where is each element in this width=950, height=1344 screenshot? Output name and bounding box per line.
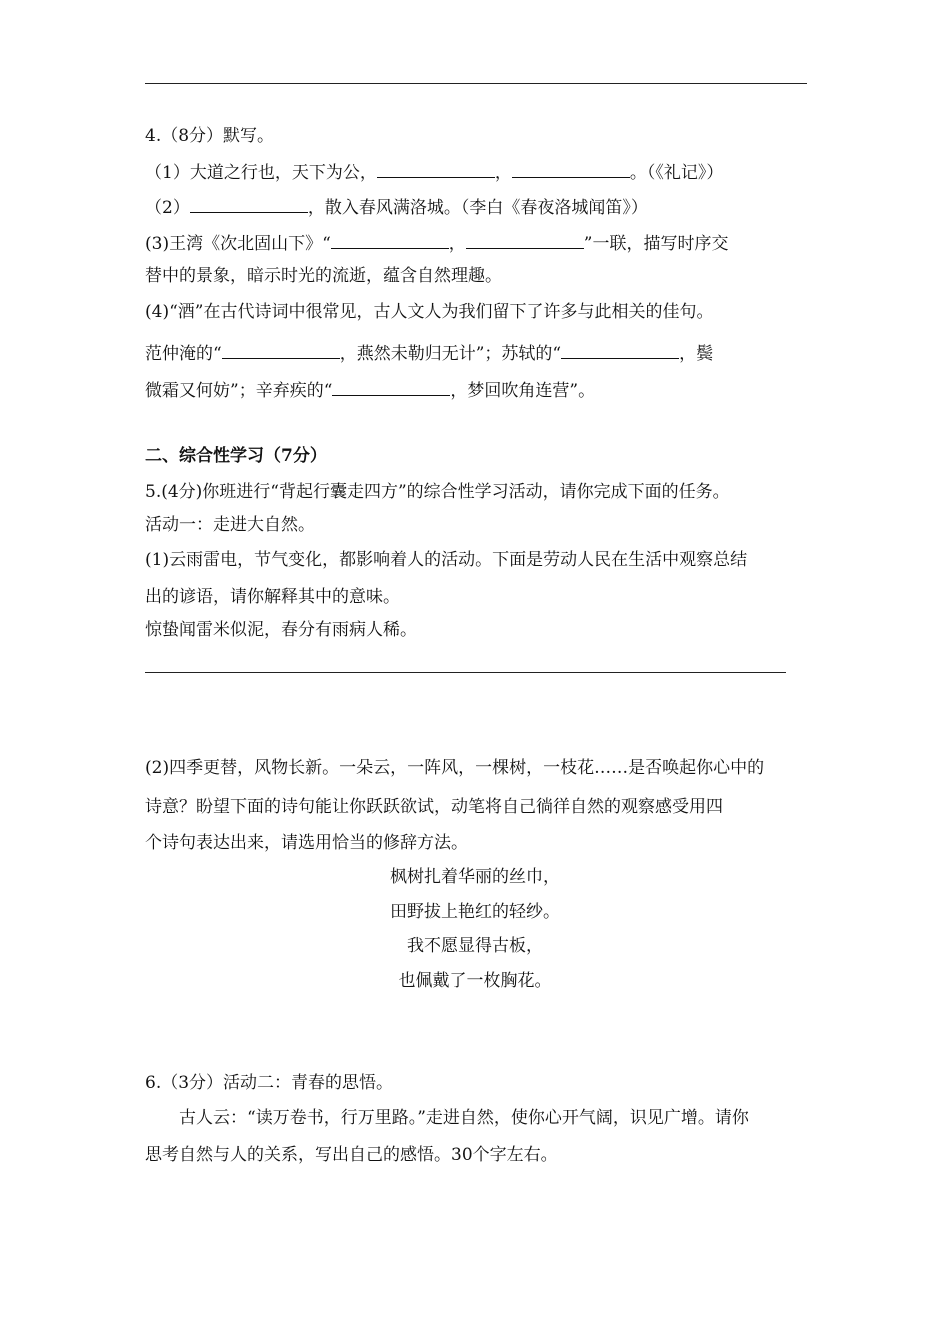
- q5-part-1-line-2: 出的谚语，请你解释其中的意味。: [145, 587, 400, 607]
- answer-blank[interactable]: [561, 343, 679, 359]
- answer-blank[interactable]: [222, 343, 340, 359]
- poem-line: 我不愿显得古板，: [407, 936, 543, 956]
- q4-line-1: （1）大道之行也，天下为公， ， 。（《礼记》）: [145, 163, 724, 183]
- section-2-title: 二、综合性学习（7分）: [145, 446, 327, 466]
- header-rule: [145, 83, 807, 84]
- poem-line: 枫树扎着华丽的丝巾，: [390, 867, 560, 887]
- q6-line-1: 古人云：“读万卷书，行万里路。”走进自然，使你心开气阔，识见广增。请你: [179, 1108, 749, 1128]
- q4-line-3: (3)王湾《次北固山下》“ ， ”一联，描写时序交: [145, 234, 729, 254]
- q4-line-3-cont: 替中的景象，暗示时光的流逝，蕴含自然理趣。: [145, 266, 502, 286]
- q5-heading: 5.(4分)你班进行“背起行囊走四方”的综合性学习活动，请你完成下面的任务。: [145, 482, 730, 502]
- q6-heading: 6.（3分）活动二：青春的思悟。: [145, 1073, 394, 1093]
- answer-blank[interactable]: [190, 197, 308, 213]
- answer-blank[interactable]: [331, 233, 449, 249]
- q5-part-2-line-2: 诗意？盼望下面的诗句能让你跃跃欲试，动笔将自己徜徉自然的观察感受用四: [145, 797, 723, 817]
- q5-part-2-line-1: (2)四季更替，风物长新。一朵云，一阵风，一棵树，一枝花……是否唤起你心中的: [145, 758, 765, 778]
- q4-line-2: （2） ，散入春风满洛城。（李白《春夜洛城闻笛》）: [145, 198, 648, 218]
- q4-line-4-end: 微霜又何妨”；辛弃疾的“ ，梦回吹角连营”。: [145, 381, 596, 401]
- poem-line: 田野拔上艳红的轻纱。: [390, 902, 560, 922]
- q5-part-1-line-1: (1)云雨雷电，节气变化，都影响着人的活动。下面是劳动人民在生活中观察总结: [145, 550, 748, 570]
- q5-proverb: 惊蛰闻雷米似泥，春分有雨病人稀。: [145, 620, 417, 640]
- answer-blank[interactable]: [512, 162, 630, 178]
- q5-part-2-line-3: 个诗句表达出来，请选用恰当的修辞方法。: [145, 833, 468, 853]
- poem-line: 也佩戴了一枚胸花。: [398, 971, 552, 991]
- q6-line-2: 思考自然与人的关系，写出自己的感悟。30个字左右。: [145, 1145, 558, 1165]
- answer-blank[interactable]: [466, 233, 584, 249]
- answer-blank[interactable]: [332, 380, 450, 396]
- q4-line-4-cont: 范仲淹的“ ，燕然未勒归无计”；苏轼的“ ，鬓: [145, 344, 714, 364]
- q5-activity-1: 活动一：走进大自然。: [145, 515, 315, 535]
- answer-blank[interactable]: [377, 162, 495, 178]
- q4-heading: 4.（8分）默写。: [145, 126, 275, 146]
- q4-line-4: (4)“酒”在古代诗词中很常见，古人文人为我们留下了许多与此相关的佳句。: [145, 302, 714, 322]
- answer-line[interactable]: [145, 672, 786, 673]
